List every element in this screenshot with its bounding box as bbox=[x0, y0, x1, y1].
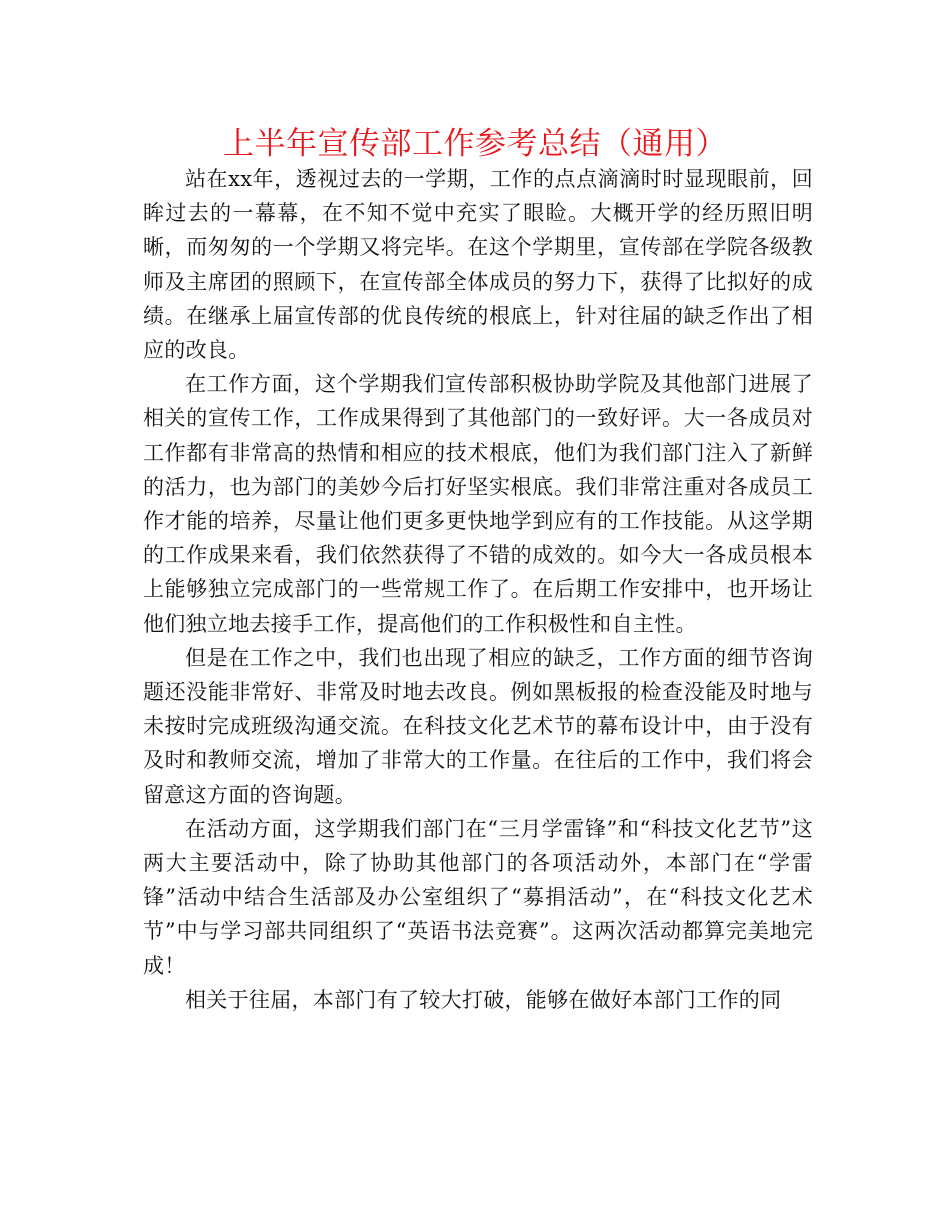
paragraph: 相关于往届，本部门有了较大打破，能够在做好本部门工作的同 bbox=[185, 987, 782, 1012]
paragraph: 但是在工作之中，我们也出现了相应的缺乏，工作方面的细节咨询题还没能非常好、非常及时地去改良。例如黑板报的检查没能及时地与未按时完成班级沟通交流。在科技文化艺术节的幕布设计中，由于没有及时和教师交流，增加了非常大的工作量。在往后的工作中，我们将会留意这方面的咨询题。 bbox=[143, 645, 813, 807]
document-body bbox=[143, 162, 813, 1017]
paragraph: 站在xx年，透视过去的一学期，工作的点点滴滴时时显现眼前，回眸过去的一幕幕，在不知不觉中充实了眼睑。大概开学的经历照旧明晰，而匆匆的一个学期又将完毕。在这个学期里，宣传部在学院各级教师及主席团的照顾下，在宣传部全体成员的努力下，获得了比拟好的成绩。在继承上届宣传部的优良传统的根底上，针对往届的缺乏作出了相应的改良。 bbox=[143, 167, 813, 363]
document-title: 上半年宣传部工作参考总结（通用） bbox=[223, 126, 727, 162]
paragraph: 在活动方面，这学期我们部门在“三月学雷锋”和“科技文化艺节”这两大主要活动中，除了协助其他部门的各项活动外，本部门在“学雷锋”活动中结合生活部及办公室组织了“募捐活动”，在“科技文化艺术节”中与学习部共同组织了“英语书法竞赛”。这两次活动都算完美地完成！ bbox=[143, 816, 813, 978]
paragraph: 在工作方面，这个学期我们宣传部积极协助学院及其他部门进展了相关的宣传工作，工作成果得到了其他部门的一致好评。大一各成员对工作都有非常高的热情和相应的技术根底，他们为我们部门注入了新鲜的活力，也为部门的美妙今后打好坚实根底。我们非常注重对各成员工作才能的培养，尽量让他们更多更快地学到应有的工作技能。从这学期的工作成果来看，我们依然获得了不错的成效的。如今大一各成员根本上能够独立完成部门的一些常规工作了。在后期工作安排中，也开场让他们独立地去接手工作，提高他们的工作积极性和自主性。 bbox=[143, 372, 813, 636]
